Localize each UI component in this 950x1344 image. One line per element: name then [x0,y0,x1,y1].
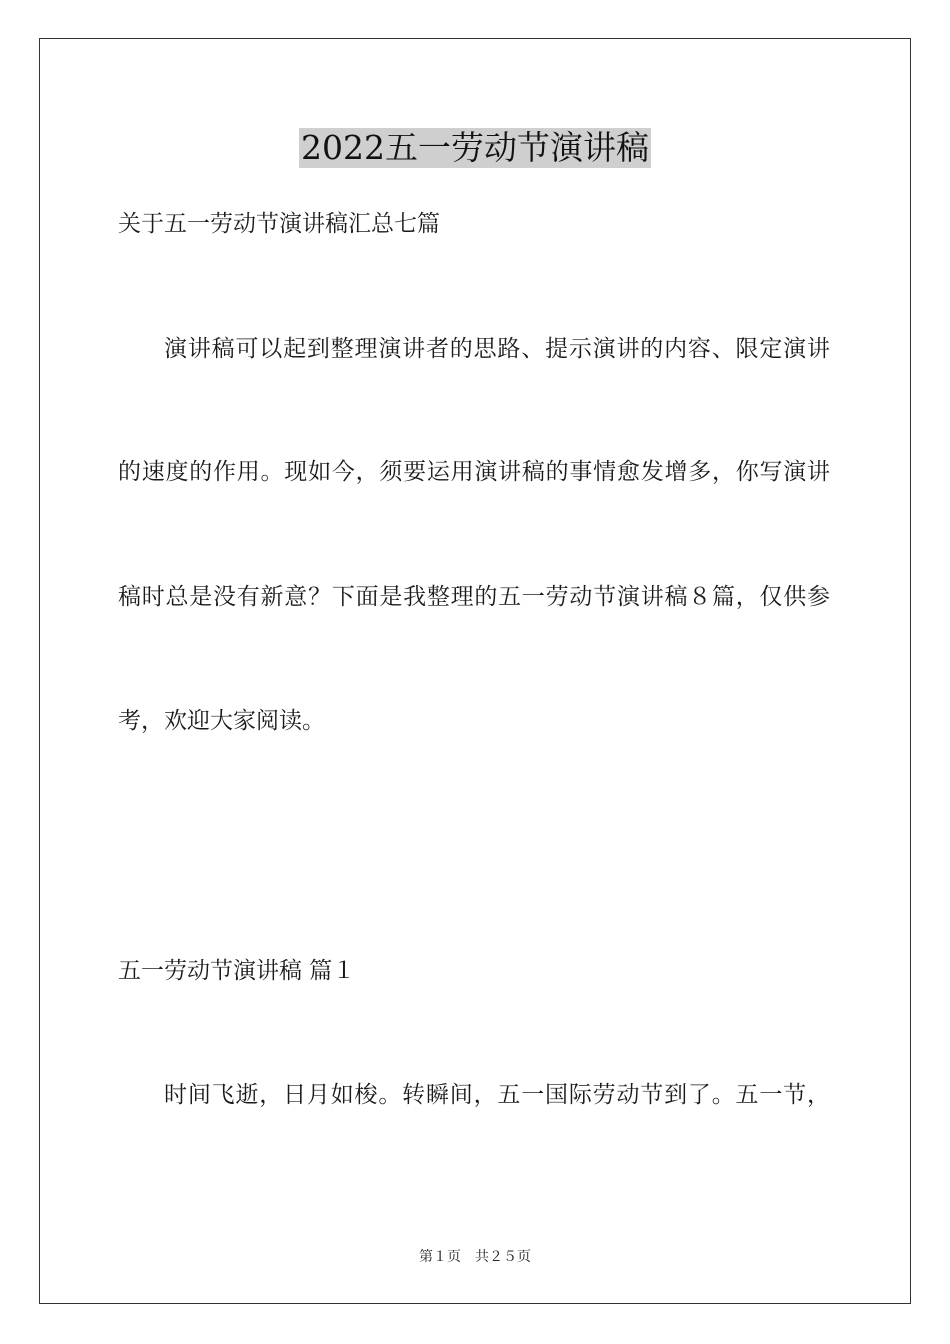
section-paragraph-line-1: 时间飞逝，日月如梭。转瞬间，五一国际劳动节到了。五一节， [164,1082,830,1108]
document-title: 2022五一劳动节演讲稿 [301,128,649,167]
intro-line-4: 考，欢迎大家阅读。 [118,708,325,734]
page-number-label: 第１页 共２５页 [419,1249,531,1265]
document-subtitle: 关于五一劳动节演讲稿汇总七篇 [118,211,440,237]
page-footer [0,1248,950,1266]
intro-line-2: 的速度的作用。现如今，须要运用演讲稿的事情愈发增多，你写演讲 [118,459,830,485]
intro-line-1: 演讲稿可以起到整理演讲者的思路、提示演讲的内容、限定演讲 [164,336,830,362]
section-heading: 五一劳动节演讲稿 篇１ [118,958,356,984]
intro-line-3: 稿时总是没有新意？下面是我整理的五一劳动节演讲稿８篇，仅供参 [118,584,830,610]
title-container [0,128,950,168]
